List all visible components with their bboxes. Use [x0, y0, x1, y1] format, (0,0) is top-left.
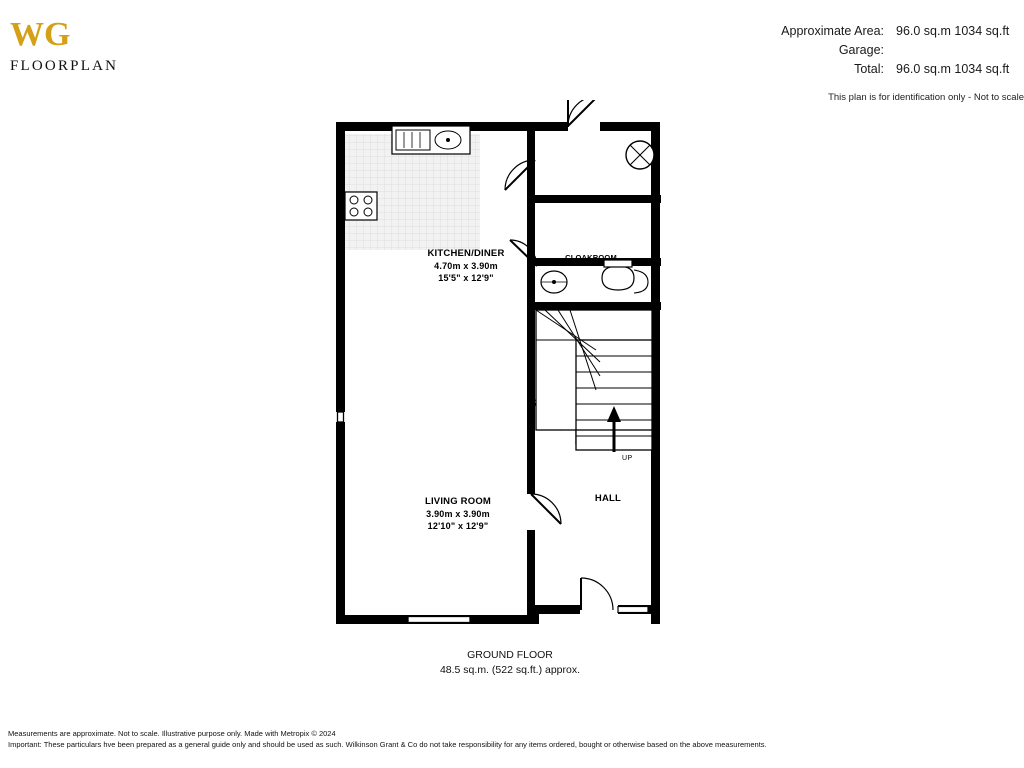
room-dim-imperial-living-room: 12'10" x 12'9"	[427, 521, 489, 531]
wall-hall-left-bottom	[527, 530, 535, 616]
floor-caption-area: 48.5 sq.m. (522 sq.ft.) approx.	[439, 664, 581, 676]
wall-hall-left-lower	[527, 402, 535, 494]
area-row-garage	[624, 41, 1024, 60]
area-disclaimer: This plan is for identification only - Not to scale	[828, 92, 1024, 103]
room-name-utility-room: UTILITY ROOM	[571, 195, 628, 204]
area-summary	[624, 22, 1024, 107]
room-dim-metric-living-room: 3.90m x 3.90m	[426, 509, 490, 519]
wall-left-upper	[336, 122, 345, 292]
area-label-garage: Garage:	[838, 43, 884, 57]
room-name-living-room: LIVING ROOM	[424, 496, 492, 507]
room-name-kitchen-diner: KITCHEN/DINER	[427, 248, 505, 259]
wall-hall-left-upper	[527, 122, 535, 232]
room-label-kitchen-diner	[376, 248, 556, 284]
floorplan-drawing	[300, 100, 720, 660]
area-value-approximate: 96.0 sq.m 1034 sq.ft	[896, 24, 1010, 38]
stairs-direction-label: UP	[622, 455, 633, 462]
area-label-approximate: Approximate Area:	[781, 24, 884, 38]
footer-disclaimer	[8, 728, 1008, 750]
front-door-panel	[618, 607, 648, 613]
brand-logo	[10, 18, 230, 75]
room-label-utility-room	[540, 195, 660, 205]
cloakroom-wc	[602, 266, 634, 290]
floorplan-svg	[300, 100, 720, 660]
room-label-living-room	[358, 496, 558, 532]
window-left	[338, 412, 344, 422]
kitchen-sink-drainer	[396, 130, 430, 150]
area-row-total	[624, 60, 1024, 79]
room-label-cloakroom	[536, 253, 646, 263]
wall-left-lower	[336, 422, 345, 624]
wall-left-mid	[336, 292, 345, 412]
footer-line-1: Measurements are approximate. Not to scale. Illustrative purpose only. Made with Metropix © 2024	[8, 729, 336, 738]
floor-caption-title: GROUND FLOOR	[467, 649, 553, 661]
logo-monogram: WG	[10, 16, 71, 53]
room-name-hall: HALL	[594, 493, 622, 504]
floor-caption	[300, 648, 720, 678]
room-label-hall	[553, 493, 663, 505]
area-value-total: 96.0 sq.m 1034 sq.ft	[896, 62, 1010, 76]
room-dim-imperial-kitchen-diner: 15'5" x 12'9"	[438, 273, 494, 283]
area-label-total: Total:	[854, 62, 884, 76]
kitchen-hob	[345, 192, 377, 220]
footer-line-2: Important: These particulars hve been prepared as a general guide only and should be used as such. Wilkinson Grant & Co do not take responsibility for any items ordered, bought or otherwise based on the above measurements.	[8, 740, 767, 749]
wall-hall-bottom-left	[530, 605, 580, 614]
window-living-room	[408, 617, 470, 623]
area-row-approximate	[624, 22, 1024, 41]
room-name-cloakroom: CLOAKROOM	[565, 253, 617, 262]
room-dim-metric-kitchen-diner: 4.70m x 3.90m	[434, 261, 498, 271]
logo-wordmark: FLOORPLAN	[10, 58, 119, 74]
wall-cloakroom-bottom	[535, 302, 661, 310]
